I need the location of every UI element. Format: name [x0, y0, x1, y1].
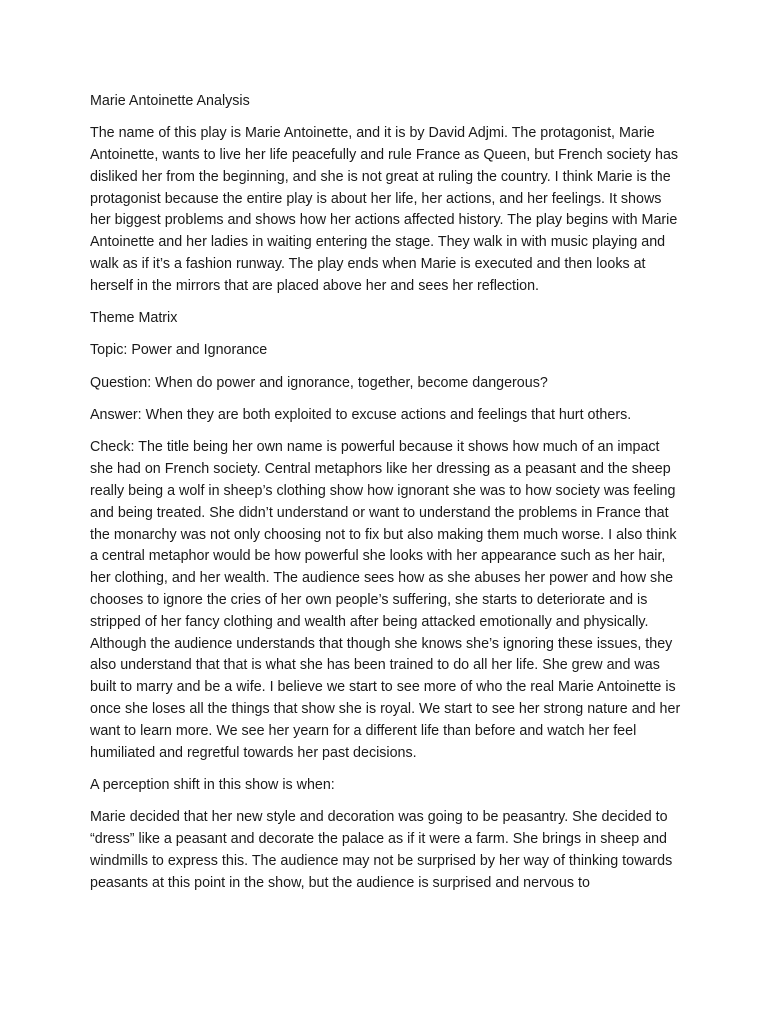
document-page: [90, 91, 682, 905]
perception-shift-heading: A perception shift in this show is when:: [90, 776, 335, 793]
theme-matrix-heading: Theme Matrix: [90, 310, 178, 327]
perception-shift-paragraph: Marie decided that her new style and decoration was going to be peasantry. She decided to “dress” like a peasant and decorate the palace as if it were a farm. She brings in sheep and windmills to express this. The audience may not be surprised by her way of thinking towards peasants at this point in the show, but the audience is surprised and nervous to: [90, 809, 673, 891]
question-line: Question: When do power and ignorance, together, become dangerous?: [90, 374, 548, 391]
topic-line: Topic: Power and Ignorance: [90, 342, 268, 359]
check-paragraph: Check: The title being her own name is powerful because it shows how much of an impact she had on French society. Central metaphors like her dressing as a peasant and the sheep really being a wolf in sheep’s clothing show how ignorant she was to how society was feeling and being treated. She didn’t understand or want to understand the problems in France that the monarchy was not only choosing not to fix but also making them much worse. I also think a central metaphor would be how powerful she looks with her appearance such as her hair, her clothing, and her wealth. The audience sees how as she abuses her power and how she chooses to ignore the cries of her own people’s suffering, she starts to deteriorate and is stripped of her fancy clothing and wealth after being attacked emotionally and physically. Although the audience understands that though she knows she’s ignoring these issues, they also understand that that is what she has been trained to do all her life. She grew and was built to marry and be a wife. I believe we start to see more of who the real Marie Antoinette is once she loses all the things that show she is royal. We start to see her strong nature and her want to learn more. We see her yearn for a different life than before and watch her feel humiliated and regretful towards her past decisions.: [90, 439, 681, 761]
document-title: Marie Antoinette Analysis: [90, 93, 250, 109]
intro-paragraph: The name of this play is Marie Antoinette, and it is by David Adjmi. The protagonist, Marie Antoinette, wants to live her life peacefully and rule France as Queen, but French society has disliked her from the beginning, and she is not great at ruling the country. I think Marie is the protagonist because the entire play is about her life, her actions, and her feelings. It shows her biggest problems and shows how her actions affected history. The play begins with Marie Antoinette and her ladies in waiting entering the stage. They walk in with music playing and walk as if it’s a fashion runway. The play ends when Marie is executed and then looks at herself in the mirrors that are placed above her and sees her reflection.: [90, 125, 679, 294]
answer-line: Answer: When they are both exploited to excuse actions and feelings that hurt others.: [90, 407, 632, 424]
